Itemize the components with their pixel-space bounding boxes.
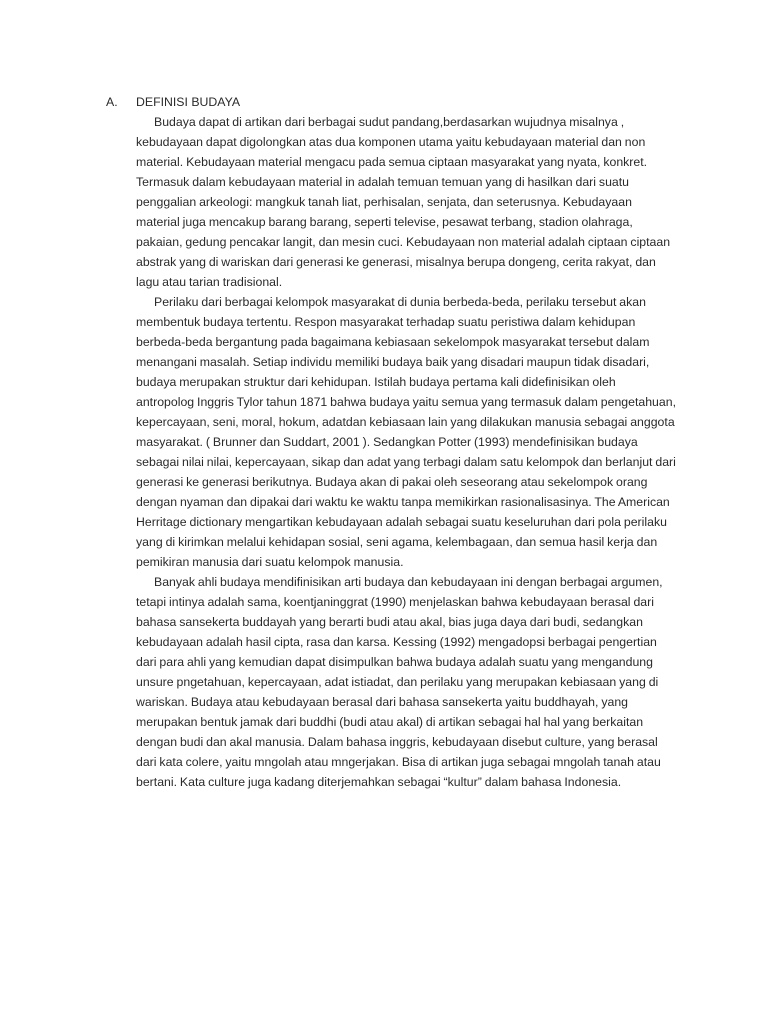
section-marker: A. bbox=[106, 95, 118, 109]
section-heading bbox=[106, 92, 676, 112]
paragraph-2: Perilaku dari berbagai kelompok masyarakat di dunia berbeda-beda, perilaku tersebut akan membentuk budaya tertentu. Respon masyarakat terhadap suatu peristiwa dalam kehidupan berbeda-beda bergantung pada bagaimana kebiasaan sekelompok masyarakat tersebut dalam menangani masalah. Setiap individu memiliki budaya baik yang disadari maupun tidak disadari, budaya merupakan struktur dari kehidupan. Istilah budaya pertama kali didefinisikan oleh antropolog Inggris Tylor tahun 1871 bahwa budaya yaitu semua yang termasuk dalam pengetahuan, kepercayaan, seni, moral, hokum, adatdan kebiasaan lain yang dilakukan manusia sebagai anggota masyarakat. ( Brunner dan Suddart, 2001 ). Sedangkan Potter (1993) mendefinisikan budaya sebagai nilai nilai, kepercayaan, sikap dan adat yang terbagi dalam satu kelompok dan berlanjut dari generasi ke generasi berikutnya. Budaya akan di pakai oleh seseorang atau sekelompok orang dengan nyaman dan dipakai dari waktu ke waktu tanpa memikirkan rasionalisasinya. The American Herritage dictionary mengartikan kebudayaan adalah sebagai suatu keseluruhan dari pola perilaku yang di kirimkan melalui kehidapan sosial, seni agama, kelembagaan, dan semua hasil kerja dan pemikiran manusia dari suatu kelompok manusia. bbox=[136, 295, 676, 569]
section-title: DEFINISI BUDAYA bbox=[136, 95, 241, 109]
paragraph-3: Banyak ahli budaya mendifinisikan arti budaya dan kebudayaan ini dengan berbagai argumen, tetapi intinya adalah sama, koentjaninggrat (1990) menjelaskan bahwa kebudayaan berasal dari bahasa sansekerta buddayah yang berarti budi atau akal, bias juga daya dari budi, sedangkan kebudayaan adalah hasil cipta, rasa dan karsa. Kessing (1992) mengadopsi berbagai pengertian dari para ahli yang kemudian dapat disimpulkan bahwa budaya adalah suatu yang mengandung unsure pngetahuan, kepercayaan, adat istiadat, dan perilaku yang merupakan kebiasaan yang di wariskan. Budaya atau kebudayaan berasal dari bahasa sansekerta yaitu buddhayah, yang merupakan bentuk jamak dari buddhi (budi atau akal) di artikan sebagai hal hal yang berkaitan dengan budi dan akal manusia. Dalam bahasa inggris, kebudayaan disebut culture, yang berasal dari kata colere, yaitu mngolah atau mngerjakan. Bisa di artikan juga sebagai mngolah tanah atau bertani. Kata culture juga kadang diterjemahkan sebagai “kultur” dalam bahasa Indonesia. bbox=[136, 575, 663, 789]
document-body bbox=[106, 92, 676, 792]
paragraph-1: Budaya dapat di artikan dari berbagai sudut pandang,berdasarkan wujudnya misalnya , kebudayaan dapat digolongkan atas dua komponen utama yaitu kebudayaan material dan non material. Kebudayaan material mengacu pada semua ciptaan masyarakat yang nyata, konkret. Termasuk dalam kebudayaan material in adalah temuan temuan yang di hasilkan dari suatu penggalian arkeologi: mangkuk tanah liat, perhisalan, senjata, dan seterusnya. Kebudayaan material juga mencakup barang barang, seperti televise, pesawat terbang, stadion olahraga, pakaian, gedung pencakar langit, dan mesin cuci. Kebudayaan non material adalah ciptaan ciptaan abstrak yang di wariskan dari generasi ke generasi, misalnya berupa dongeng, cerita rakyat, dan lagu atau tarian tradisional. bbox=[136, 115, 671, 289]
